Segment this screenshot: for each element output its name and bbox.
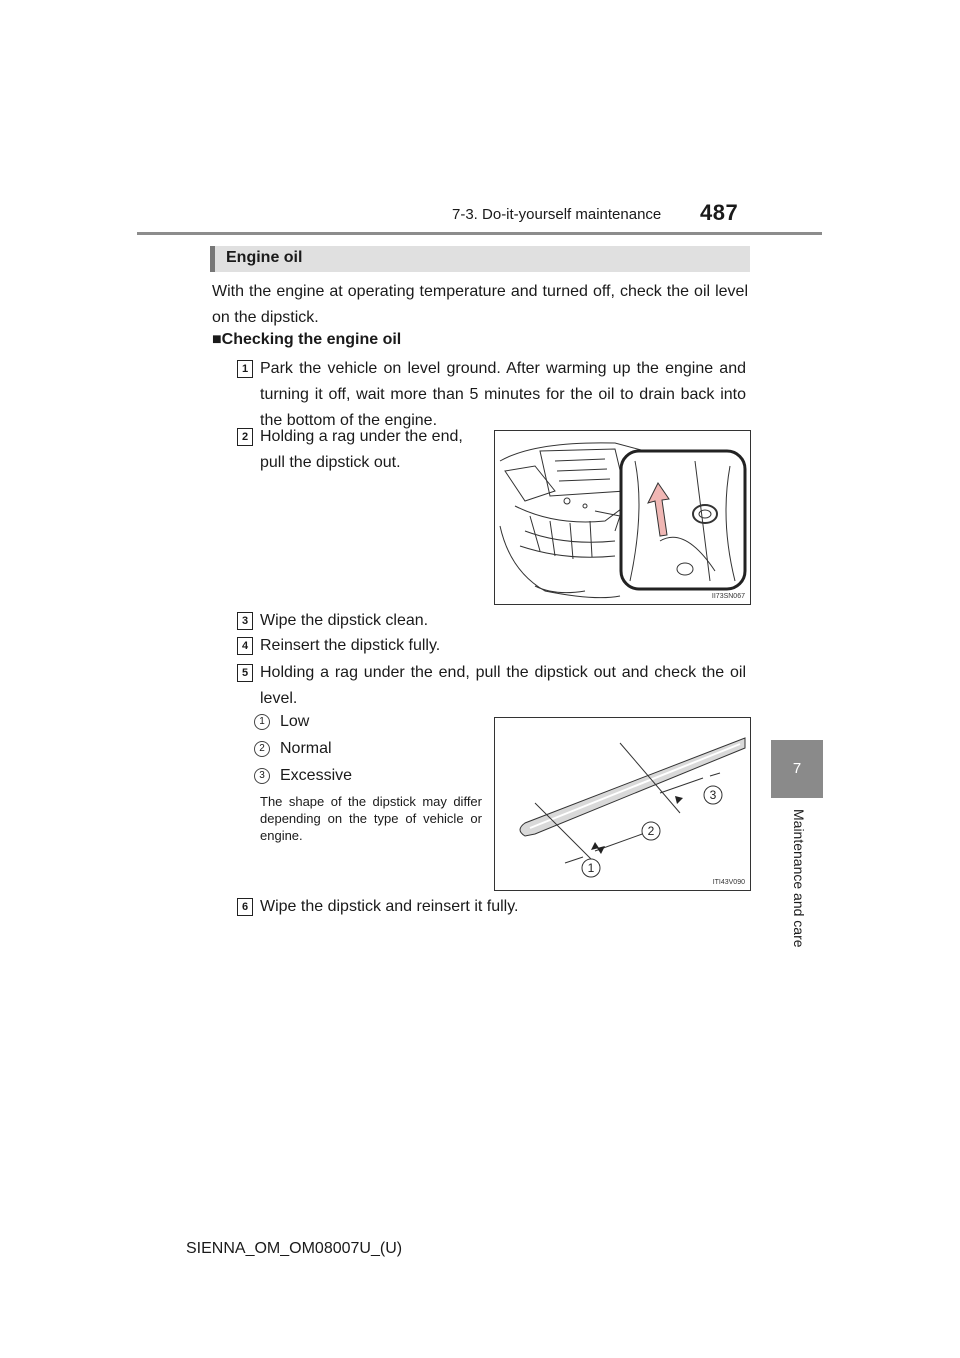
step-badge-4: 4: [237, 637, 253, 655]
level-label-low: Low: [280, 713, 310, 730]
header-divider: [137, 232, 822, 235]
section-heading-bar: [210, 246, 215, 272]
callout-1: 1: [587, 861, 595, 875]
header-section-title: 7-3. Do-it-yourself maintenance: [452, 206, 662, 223]
step-text-3: Wipe the dipstick clean.: [260, 612, 429, 629]
step-text-5: Holding a rag under the end, pull the dipstick out and check the oil level.: [260, 664, 746, 707]
level-label-excessive: Excessive: [280, 767, 353, 784]
level-label-normal: Normal: [280, 740, 332, 757]
dipstick-note: The shape of the dipstick may differ depending on the type of vehicle or engine.: [260, 794, 482, 843]
level-marker-2: 2: [254, 741, 270, 757]
subheading: ■Checking the engine oil: [212, 331, 402, 348]
page-number: 487: [700, 200, 739, 225]
step-badge-6: 6: [237, 898, 253, 916]
level-marker-1: 1: [254, 714, 270, 730]
chapter-tab: 7: [771, 740, 823, 798]
dipstick-illustration: [495, 718, 750, 890]
section-heading: [210, 246, 750, 272]
figure-dipstick-location: [494, 430, 751, 605]
intro-paragraph: With the engine at operating temperature and turned off, check the oil level on the dipstick.: [212, 283, 748, 326]
level-marker-3: 3: [254, 768, 270, 784]
step-text-4: Reinsert the dipstick fully.: [260, 637, 441, 654]
figure-code-1: II73SN067: [711, 593, 745, 600]
step-badge-2: 2: [237, 428, 253, 446]
section-heading-text: Engine oil: [226, 249, 303, 266]
chapter-tab-label: Maintenance and care: [791, 809, 807, 948]
step-text-1: Park the vehicle on level ground. After warming up the engine and turning it off, wait more than 5 minutes for the oil to drain back into the bottom of the engine.: [260, 360, 746, 429]
step-badge-3: 3: [237, 612, 253, 630]
figure-dipstick-levels: [494, 717, 751, 891]
callout-3: 3: [709, 788, 717, 802]
step-badge-1: 1: [237, 360, 253, 378]
engine-bay-illustration: [495, 431, 750, 604]
step-badge-5: 5: [237, 664, 253, 682]
document-footer-code: SIENNA_OM_OM08007U_(U): [186, 1240, 403, 1257]
step-text-2: Holding a rag under the end, pull the dipstick out.: [260, 428, 463, 471]
callout-2: 2: [647, 824, 655, 838]
step-text-6: Wipe the dipstick and reinsert it fully.: [260, 898, 519, 915]
figure-code-2: ITI43V090: [712, 879, 745, 886]
